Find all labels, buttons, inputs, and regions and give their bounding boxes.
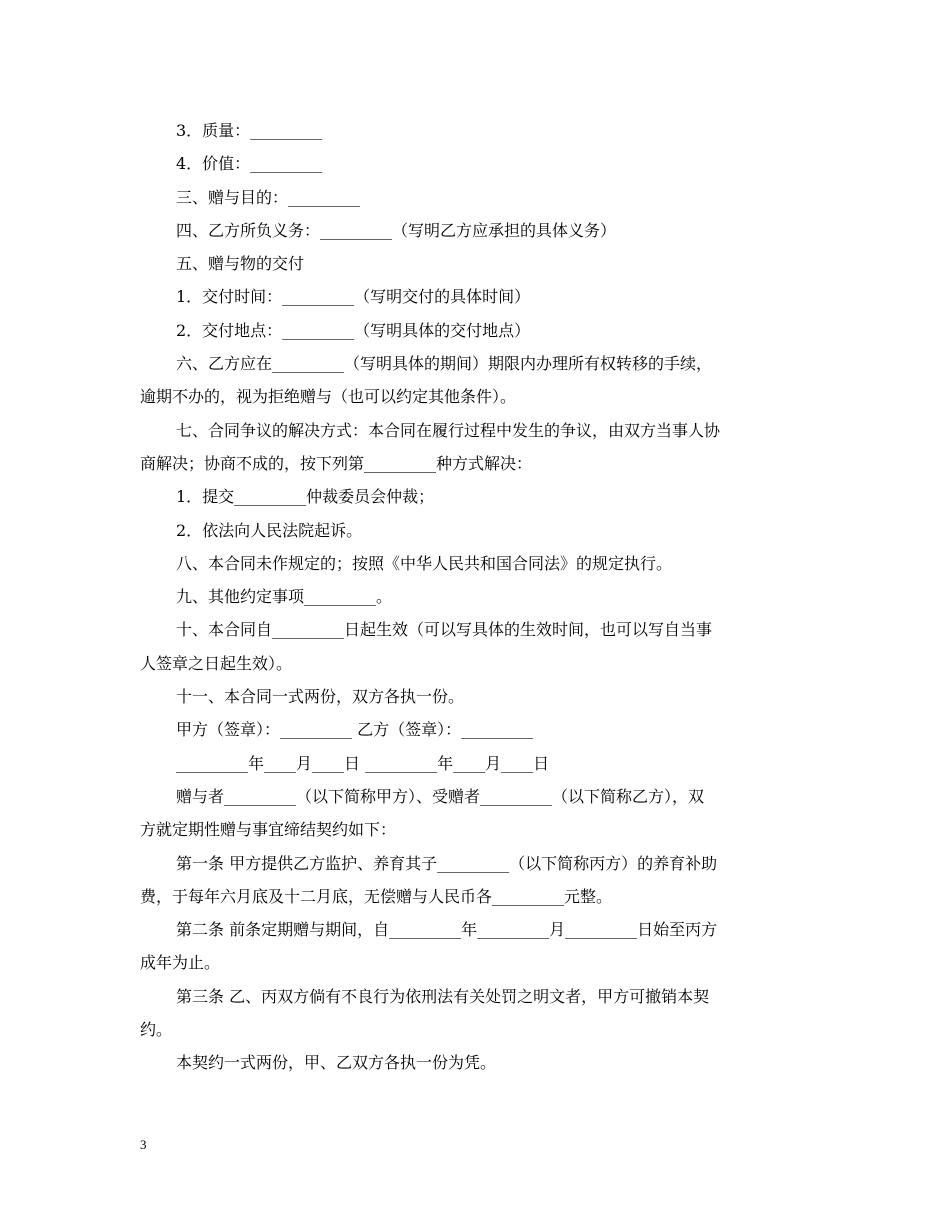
page-number: 3: [140, 1137, 147, 1152]
text-line: 第二条 前条定期赠与期间，自_________年_________月_________日始至丙方: [176, 920, 718, 940]
text-line: 六、乙方应在_________（写明具体的期间）期限内办理所有权转移的手续，: [176, 354, 713, 374]
text-line: 3．质量：_________: [176, 121, 323, 140]
text-line: 八、本合同未作规定的；按照《中华人民共和国合同法》的规定执行。: [176, 553, 673, 573]
text-line: 1．提交_________仲裁委员会仲裁；: [176, 487, 435, 507]
text-line: 三、赠与目的：_________: [176, 187, 361, 207]
text-line: 成年为止。: [140, 953, 221, 973]
text-line: 第三条 乙、丙双方倘有不良行为依刑法有关处罚之明文者，甲方可撤销本契: [176, 986, 710, 1006]
text-line: _________年____月____日 _________年____月____日: [176, 753, 550, 773]
text-line: 四、乙方所负义务：_________（写明乙方应承担的具体义务）: [176, 220, 617, 240]
text-line: 九、其他约定事项_________。: [176, 587, 393, 607]
text-line: 逾期不办的，视为拒绝赠与（也可以约定其他条件）。: [140, 387, 517, 407]
text-line: 商解决；协商不成的，按下列第_________种方式解决：: [140, 453, 533, 473]
text-line: 甲方（签章）：_________ 乙方（签章）：_________: [176, 720, 534, 740]
text-line: 1．交付时间：_________（写明交付的具体时间）: [176, 287, 531, 307]
text-line: 方就定期性赠与事宜缔结契约如下：: [140, 820, 397, 840]
text-line: 赠与者_________（以下简称甲方）、受赠者_________（以下简称乙方），双: [176, 786, 705, 806]
document-body: [140, 114, 812, 1080]
text-line: 4．价值：_________: [176, 154, 323, 174]
text-line: 五、赠与物的交付: [176, 254, 305, 274]
text-line: 本契约一式两份，甲、乙双方各执一份为凭。: [176, 1053, 497, 1073]
text-line: 人签章之日起生效）。: [140, 653, 293, 673]
text-line: 第一条 甲方提供乙方监护、养育其子_________（以下简称丙方）的养育补助: [176, 853, 718, 873]
text-line: 十一、本合同一式两份，双方各执一份。: [176, 687, 465, 707]
text-line: 费，于每年六月底及十二月底，无偿赠与人民币各_________元整。: [140, 886, 613, 906]
text-line: 七、合同争议的解决方式：本合同在履行过程中发生的争议，由双方当事人协: [176, 420, 721, 440]
text-line: 2．依法向人民法院起诉。: [176, 520, 363, 540]
text-line: 2．交付地点：_________（写明具体的交付地点）: [176, 320, 531, 340]
text-line: 十、本合同自_________日起生效（可以写具体的生效时间，也可以写自当事: [176, 620, 713, 640]
text-line: 约。: [140, 1020, 173, 1040]
